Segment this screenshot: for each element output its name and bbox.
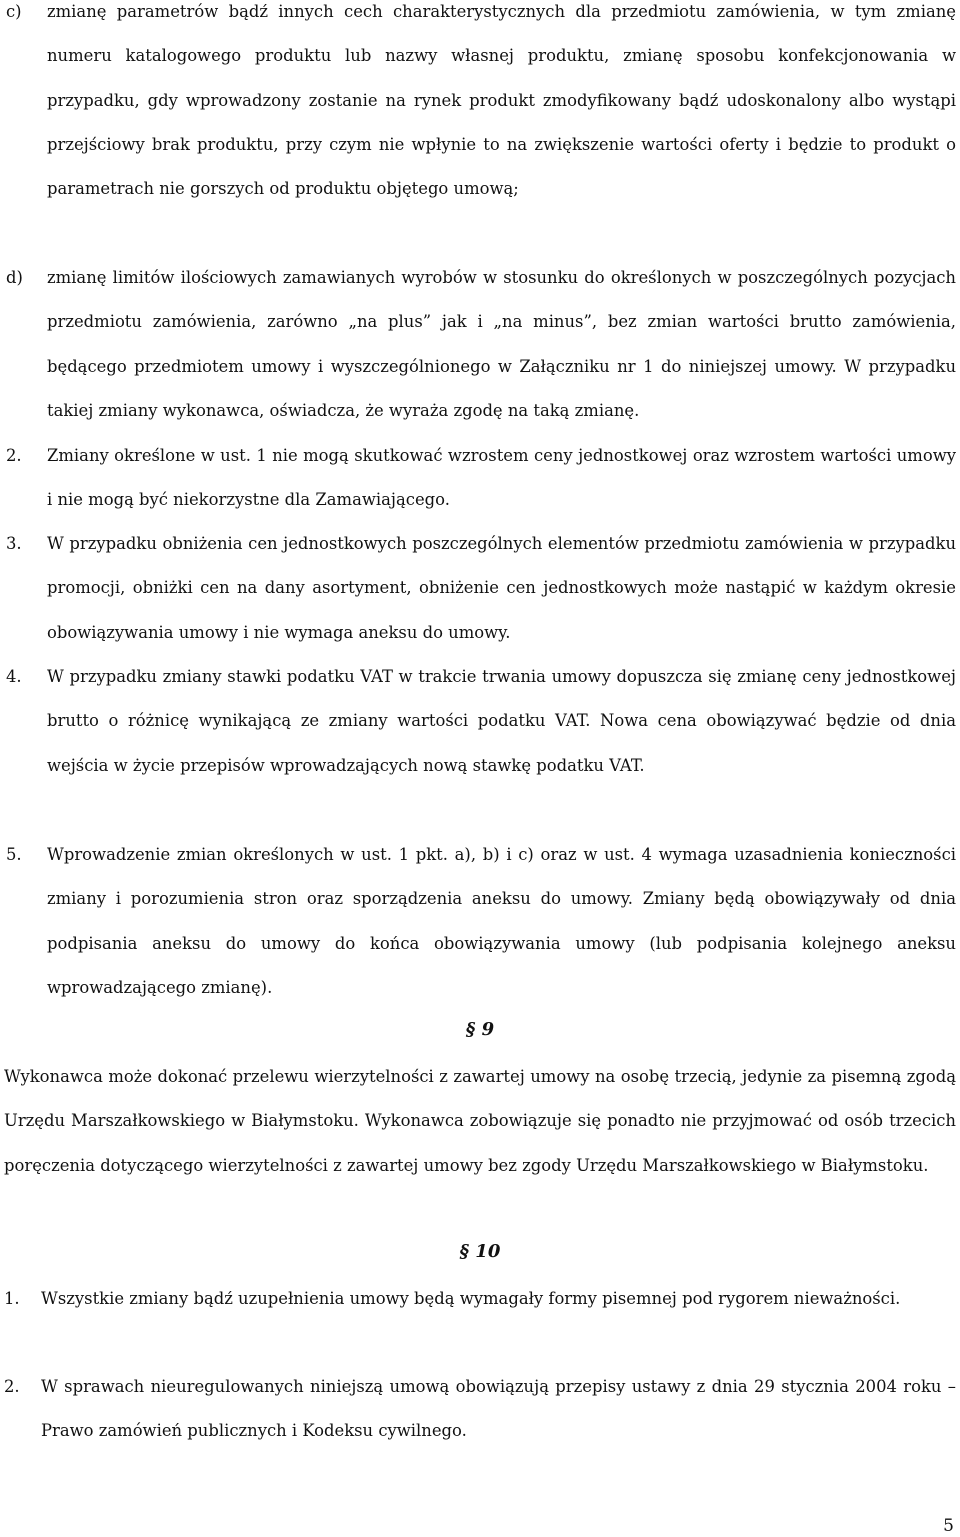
item-text: W sprawach nieuregulowanych niniejszą umową obowiązują przepisy ustawy z dnia 29 stycznia 2004 roku – Prawo zamówień publicznych i Kodeksu cywilnego. <box>41 1377 956 1441</box>
item-text: Zmiany określone w ust. 1 nie mogą skutkować wzrostem ceny jednostkowej oraz wzrostem wartości umowy i nie mogą być niekorzystne dla Zamawiającego. <box>47 446 956 510</box>
list-item-d <box>6 256 956 433</box>
list-item-2 <box>6 434 956 523</box>
section-10-item-1 <box>4 1277 956 1321</box>
list-item-5 <box>6 833 956 1010</box>
item-label: 4. <box>6 667 22 686</box>
section-10-item-2 <box>4 1365 956 1454</box>
item-label: 5. <box>6 845 22 864</box>
page-number: 5 <box>943 1516 954 1536</box>
list-item-3 <box>6 522 956 655</box>
section-10-heading: § 10 <box>459 1241 501 1262</box>
item-text: zmianę parametrów bądź innych cech charakterystycznych dla przedmiotu zamówienia, w tym zmianę numeru katalogowego produktu lub nazwy własnej produktu, zmianę sposobu konfekcjonowania w przypadku, gdy wprowadzony zostanie na rynek produkt zmodyfikowany bądź udoskonalony albo wystąpi przejściowy brak produktu, przy czym nie wpłynie to na zwiększenie wartości oferty i będzie to produkt o parametrach nie gorszych od produktu objętego umową; <box>47 2 956 199</box>
item-text: W przypadku zmiany stawki podatku VAT w trakcie trwania umowy dopuszcza się zmianę ceny jednostkowej brutto o różnicę wynikającą ze zmiany wartości podatku VAT. Nowa cena obowiązywać będzie od dnia wejścia w życie przepisów wprowadzających nową stawkę podatku VAT. <box>47 667 956 775</box>
item-text: zmianę limitów ilościowych zamawianych wyrobów w stosunku do określonych w poszczególnych pozycjach przedmiotu zamówienia, zarówno „na plus” jak i „na minus”, bez zmian wartości brutto zamówienia, będącego przedmiotem umowy i wyszczególnionego w Załączniku nr 1 do niniejszej umowy. W przypadku takiej zmiany wykonawca, oświadcza, że wyraża zgodę na taką zmianę. <box>47 268 956 420</box>
item-label: c) <box>6 2 22 21</box>
item-label: 1. <box>4 1289 20 1308</box>
item-label: 2. <box>6 446 22 465</box>
item-label: 2. <box>4 1377 20 1396</box>
item-text: Wprowadzenie zmian określonych w ust. 1 pkt. a), b) i c) oraz w ust. 4 wymaga uzasadnienia konieczności zmiany i porozumienia stron oraz sporządzenia aneksu do umowy. Zmiany będą obowiązywały od dnia podpisania aneksu do umowy do końca obowiązywania umowy (lub podpisania kolejnego aneksu wprowadzającego zmianę). <box>47 845 956 997</box>
section-9-text: Wykonawca może dokonać przelewu wierzytelności z zawartej umowy na osobę trzecią, jedynie za pisemną zgodą Urzędu Marszałkowskiego w Białymstoku. Wykonawca zobowiązuje się ponadto nie przyjmować od osób trzecich poręczenia dotyczącego wierzytelności z zawartej umowy bez zgody Urzędu Marszałkowskiego w Białymstoku. <box>4 1067 956 1175</box>
item-label: d) <box>6 268 23 287</box>
item-text: Wszystkie zmiany bądź uzupełnienia umowy będą wymagały formy pisemnej pod rygorem nieważności. <box>41 1289 901 1308</box>
item-text: W przypadku obniżenia cen jednostkowych poszczególnych elementów przedmiotu zamówienia w przypadku promocji, obniżki cen na dany asortyment, obniżenie cen jednostkowych może nastąpić w każdym okresie obowiązywania umowy i nie wymaga aneksu do umowy. <box>47 534 956 642</box>
section-9-heading: § 9 <box>465 1019 495 1040</box>
list-item-4 <box>6 655 956 788</box>
list-item-c <box>6 0 956 211</box>
item-label: 3. <box>6 534 22 553</box>
